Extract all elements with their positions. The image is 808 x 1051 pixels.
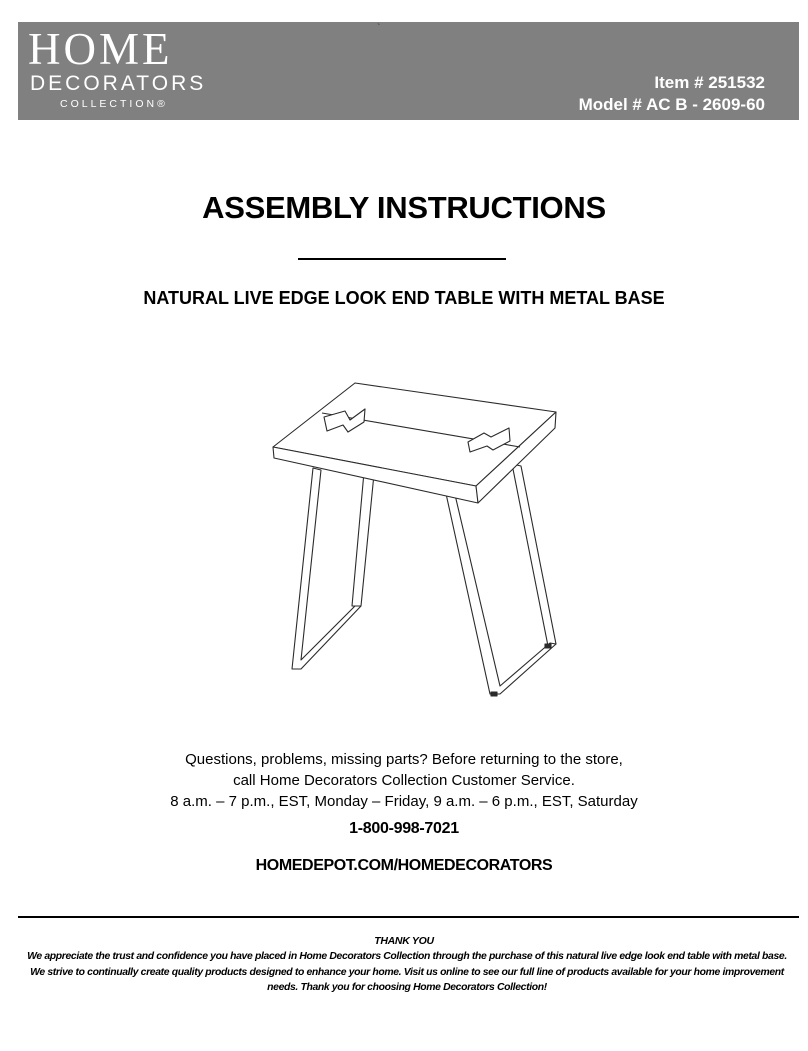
thank-you-heading: THANK YOU: [374, 935, 434, 947]
page-title: ASSEMBLY INSTRUCTIONS: [202, 190, 606, 225]
foot-right: [491, 692, 497, 696]
website-link[interactable]: HOMEDEPOT.COM/HOMEDECORATORS: [255, 857, 553, 874]
footer-divider: [18, 916, 799, 918]
back-leg-right: [512, 464, 556, 646]
logo-collection-text: COLLECTION®: [60, 98, 168, 110]
help-line-3: 8 a.m. – 7 p.m., EST, Monday – Friday, 9 a.m. – 6 p.m., EST, Saturday: [170, 793, 638, 810]
end-table-illustration: [270, 380, 560, 700]
help-line-2: call Home Decorators Collection Customer Service.: [233, 772, 575, 789]
header-banner: [18, 22, 799, 120]
help-line-1: Questions, problems, missing parts? Before returning to the store,: [185, 751, 623, 768]
logo-home-text: HOME: [28, 24, 173, 74]
foot-back: [545, 644, 551, 648]
logo-decorators-text: DECORATORS: [30, 72, 207, 95]
back-leg-left: [352, 472, 374, 606]
title-divider: [298, 258, 506, 260]
brand-logo: [30, 26, 206, 111]
left-leg-frame: [292, 468, 361, 669]
thank-you-message: We appreciate the trust and confidence you have placed in Home Decorators Collection through the purchase of this natural live edge look end table with metal base. We strive to continually create quality products designed to enhance your home. Visit us online to see our full line of products available for your home improvement needs. Thank you for choosing Home Decorators Collection!: [27, 951, 787, 993]
product-name: NATURAL LIVE EDGE LOOK END TABLE WITH METAL BASE: [143, 288, 665, 308]
item-info: [579, 72, 765, 116]
customer-service-info: [0, 749, 808, 812]
item-number: Item # 251532: [654, 73, 765, 92]
model-number: Model # AC B - 2609-60: [578, 95, 765, 114]
phone-number: 1-800-998-7021: [349, 820, 459, 837]
stray-mark: `: [377, 23, 381, 34]
